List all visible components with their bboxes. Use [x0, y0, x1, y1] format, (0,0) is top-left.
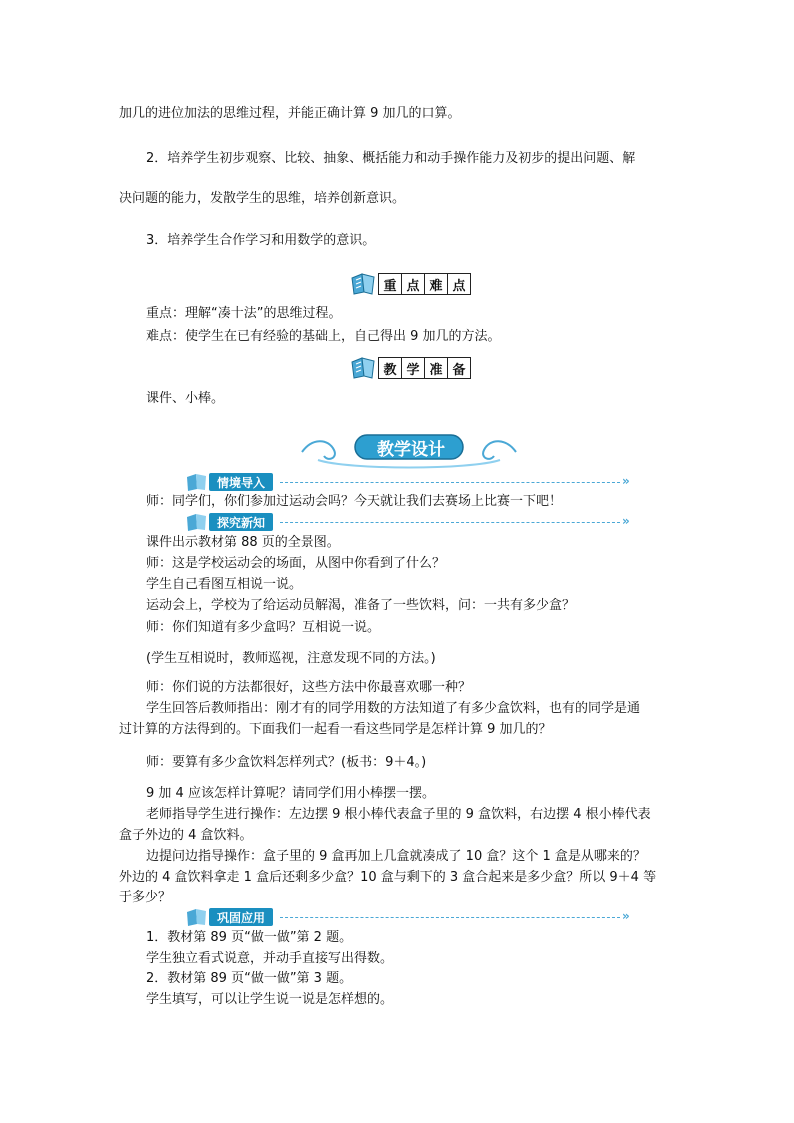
prep-header — [350, 356, 471, 380]
book-icon — [350, 356, 378, 380]
explore-line-10: 师：要算有多少盒饮料怎样列式？(板书：9＋4。) — [146, 755, 427, 770]
double-arrow-icon: » — [622, 909, 630, 923]
divider-line — [280, 522, 620, 523]
divider-line — [280, 482, 620, 483]
section-intro-header — [185, 472, 273, 492]
explore-line-8: 学生回答后教师指出：刚才有的同学用数的方法知道了有多少盒饮料，也有的同学是通 — [146, 701, 641, 716]
section-apply-label: 巩固应用 — [209, 908, 273, 926]
explore-line-4: 运动会上，学校为了给运动员解渴，准备了一些饮料，问：一共有多少盒？ — [146, 598, 576, 613]
double-arrow-icon: » — [622, 474, 630, 488]
book-icon — [185, 512, 209, 532]
apply-line-4: 学生填写，可以让学生说一说是怎样想的。 — [146, 992, 394, 1007]
keypoints-char-2: 点 — [402, 274, 425, 294]
keypoints-header — [350, 272, 471, 296]
explore-line-5: 师：你们知道有多少盒吗？互相说一说。 — [146, 620, 381, 635]
book-icon — [185, 472, 209, 492]
explore-line-7: 师：你们说的方法都很好，这些方法中你最喜欢哪一种？ — [146, 680, 472, 695]
apply-line-1: 1．教材第 89 页“做一做”第 2 题。 — [146, 930, 353, 945]
explore-line-14: 边提问边指导操作：盒子里的 9 盒再加上几盒就凑成了 10 盒？这个 1 盒是从哪来的？ — [146, 849, 646, 864]
prep-char-1: 教 — [379, 358, 402, 378]
explore-line-16: 于多少？ — [119, 890, 172, 905]
apply-line-3: 2．教材第 89 页“做一做”第 3 题。 — [146, 971, 353, 986]
explore-line-3: 学生自己看图互相说一说。 — [146, 577, 303, 592]
divider-line — [280, 917, 620, 918]
goal3: 3．培养学生合作学习和用数学的意识。 — [146, 233, 376, 248]
goal2-line1: 2．培养学生初步观察、比较、抽象、概括能力和动手操作能力及初步的提出问题、解 — [146, 151, 636, 166]
prep-char-3: 准 — [425, 358, 448, 378]
explore-line-13: 盒子外边的 4 盒饮料。 — [119, 828, 253, 843]
key-point: 重点：理解“凑十法”的思维过程。 — [146, 306, 342, 321]
difficult-point: 难点：使学生在已有经验的基础上，自己得出 9 加几的方法。 — [146, 329, 501, 344]
explore-line-12: 老师指导学生进行操作：左边摆 9 根小棒代表盒子里的 9 盒饮料，右边摆 4 根小棒代表 — [146, 807, 651, 822]
section-intro-label: 情境导入 — [209, 473, 273, 491]
intro-text: 师：同学们，你们参加过运动会吗？今天就让我们去赛场上比赛一下吧！ — [146, 494, 563, 509]
goal2-line2: 决问题的能力，发散学生的思维，培养创新意识。 — [119, 191, 406, 206]
keypoints-title — [378, 273, 471, 295]
keypoints-char-4: 点 — [448, 274, 470, 294]
explore-line-2: 师：这是学校运动会的场面，从图中你看到了什么？ — [146, 556, 446, 571]
section-explore-label: 探究新知 — [209, 513, 273, 531]
explore-line-15: 外边的 4 盒饮料拿走 1 盒后还剩多少盒？10 盒与剩下的 3 盒合起来是多少盒？所以 9＋4 等 — [119, 870, 657, 885]
book-icon — [350, 272, 378, 296]
keypoints-char-3: 难 — [425, 274, 448, 294]
explore-line-6: (学生互相说时，教师巡视，注意发现不同的方法。) — [146, 651, 436, 666]
prep-char-2: 学 — [402, 358, 425, 378]
book-icon — [185, 907, 209, 927]
explore-line-9: 过计算的方法得到的。下面我们一起看一看这些同学是怎样计算 9 加几的？ — [119, 722, 552, 737]
explore-line-11: 9 加 4 应该怎样计算呢？请同学们用小棒摆一摆。 — [146, 786, 435, 801]
goal1-continuation: 加几的进位加法的思维过程，并能正确计算 9 加几的口算。 — [119, 106, 461, 121]
prep-char-4: 备 — [448, 358, 470, 378]
keypoints-char-1: 重 — [379, 274, 402, 294]
prep-title — [378, 357, 471, 379]
double-arrow-icon: » — [622, 514, 630, 528]
apply-line-2: 学生独立看式说意，并动手直接写出得数。 — [146, 951, 394, 966]
design-banner-title: 教学设计 — [377, 439, 445, 460]
explore-line-1: 课件出示教材第 88 页的全景图。 — [146, 535, 340, 550]
section-explore-header — [185, 512, 273, 532]
section-apply-header — [185, 907, 273, 927]
prep-content: 课件、小棒。 — [146, 391, 225, 406]
